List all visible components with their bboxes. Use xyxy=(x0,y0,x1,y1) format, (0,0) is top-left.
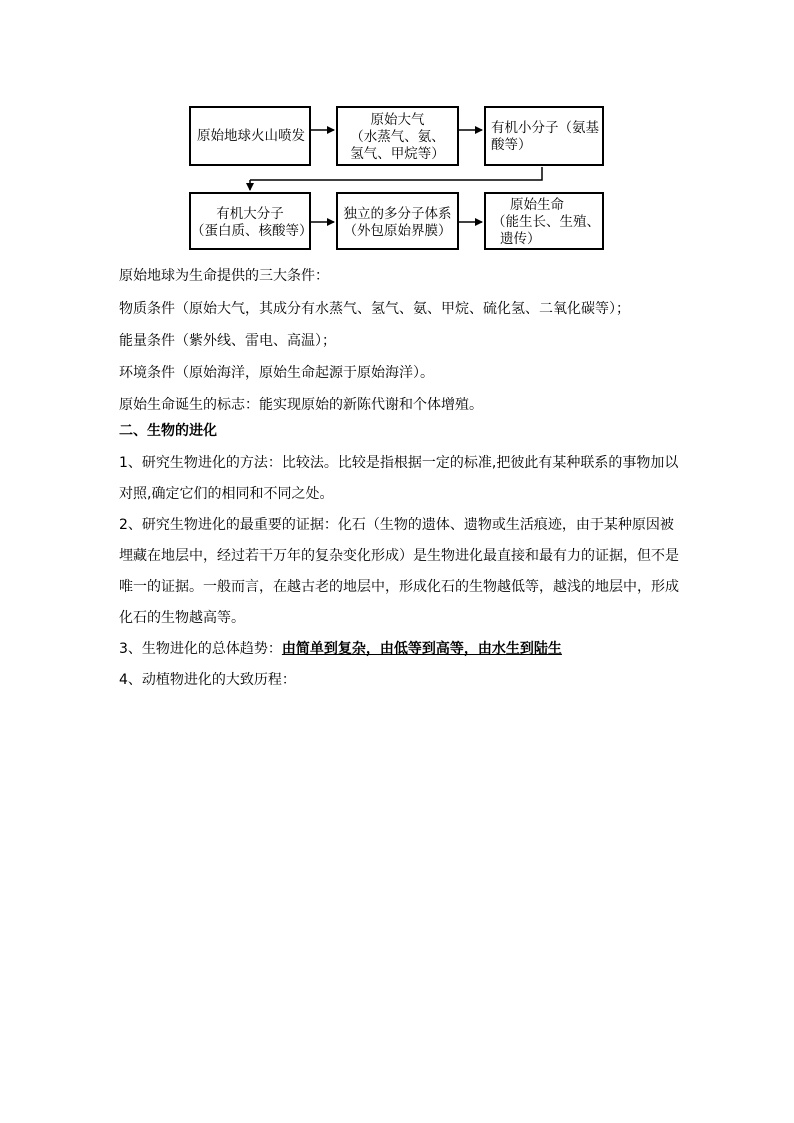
flow-box-primitive-atmosphere-line2: （水蒸气、氨、 xyxy=(350,129,445,145)
flow-box-multimolecular-line1: 独立的多分子体系 xyxy=(343,206,452,222)
item2-line1: 2、研究生物进化的最重要的证据：化石（生物的遗体、遗物或生活痕迹，由于某种原因被 xyxy=(119,517,674,533)
item3-emphasis: 由简单到复杂，由低等到高等，由水生到陆生 xyxy=(281,641,562,657)
flow-box-small-organic-line1: 有机小分子（氨基 xyxy=(491,120,599,136)
flow-box-primitive-life-line2: （能生长、生殖、 xyxy=(492,214,600,230)
energy-condition: 能量条件（紫外线、雷电、高温）； xyxy=(119,333,336,349)
flow-box-primitive-atmosphere xyxy=(336,106,459,166)
conditions-title: 原始地球为生命提供的三大条件： xyxy=(119,268,329,284)
item3-prefix: 3、生物进化的总体趋势： xyxy=(119,641,282,657)
item4: 4、动植物进化的大致历程： xyxy=(119,672,296,688)
arrow-3-to-4 xyxy=(250,167,542,180)
section-heading: 二、生物的进化 xyxy=(119,423,217,439)
item1-line1: 1、研究生物进化的方法：比较法。比较是指根据一定的标准,把彼此有某种联系的事物加以 xyxy=(119,455,679,471)
flow-box-volcano-text: 原始地球火山喷发 xyxy=(197,128,305,144)
environment-condition: 环境条件（原始海洋，原始生命起源于原始海洋）。 xyxy=(119,365,434,381)
flow-box-small-organic-line2: 酸等） xyxy=(491,137,532,153)
item2-line3: 唯一的证据。一般而言，在越古老的地层中，形成化石的生物越低等，越浅的地层中，形成 xyxy=(119,579,679,595)
flow-box-primitive-life-line3: 遗传） xyxy=(500,231,541,247)
item2-line2: 埋藏在地层中，经过若干万年的复杂变化形成）是生物进化最直接和最有力的证据，但不是 xyxy=(119,548,679,564)
flow-box-large-organic-line1: 有机大分子 xyxy=(216,206,284,222)
flow-box-primitive-atmosphere-line1: 原始大气 xyxy=(370,112,425,128)
flow-box-primitive-life xyxy=(484,192,604,250)
flow-box-primitive-atmosphere-line3: 氢气、甲烷等） xyxy=(350,146,445,162)
flow-box-primitive-life-line1: 原始生命 xyxy=(510,197,564,213)
flow-box-volcano xyxy=(189,106,311,166)
material-condition: 物质条件（原始大气，其成分有水蒸气、氢气、氨、甲烷、硫化氢、二氧化碳等）； xyxy=(119,301,630,317)
flow-box-multimolecular xyxy=(336,192,459,250)
flow-box-large-organic-line2: （蛋白质、核酸等） xyxy=(191,223,313,239)
item2-line4: 化石的生物越高等。 xyxy=(119,610,245,626)
item3 xyxy=(119,639,562,659)
flow-box-large-organic xyxy=(189,192,311,250)
item1-line2: 对照,确定它们的相同和不同之处。 xyxy=(119,486,334,502)
birth-sign: 原始生命诞生的标志：能实现原始的新陈代谢和个体增殖。 xyxy=(119,397,483,413)
flow-box-multimolecular-line2: （外包原始界膜） xyxy=(343,223,452,239)
flow-box-small-organic xyxy=(484,106,604,166)
